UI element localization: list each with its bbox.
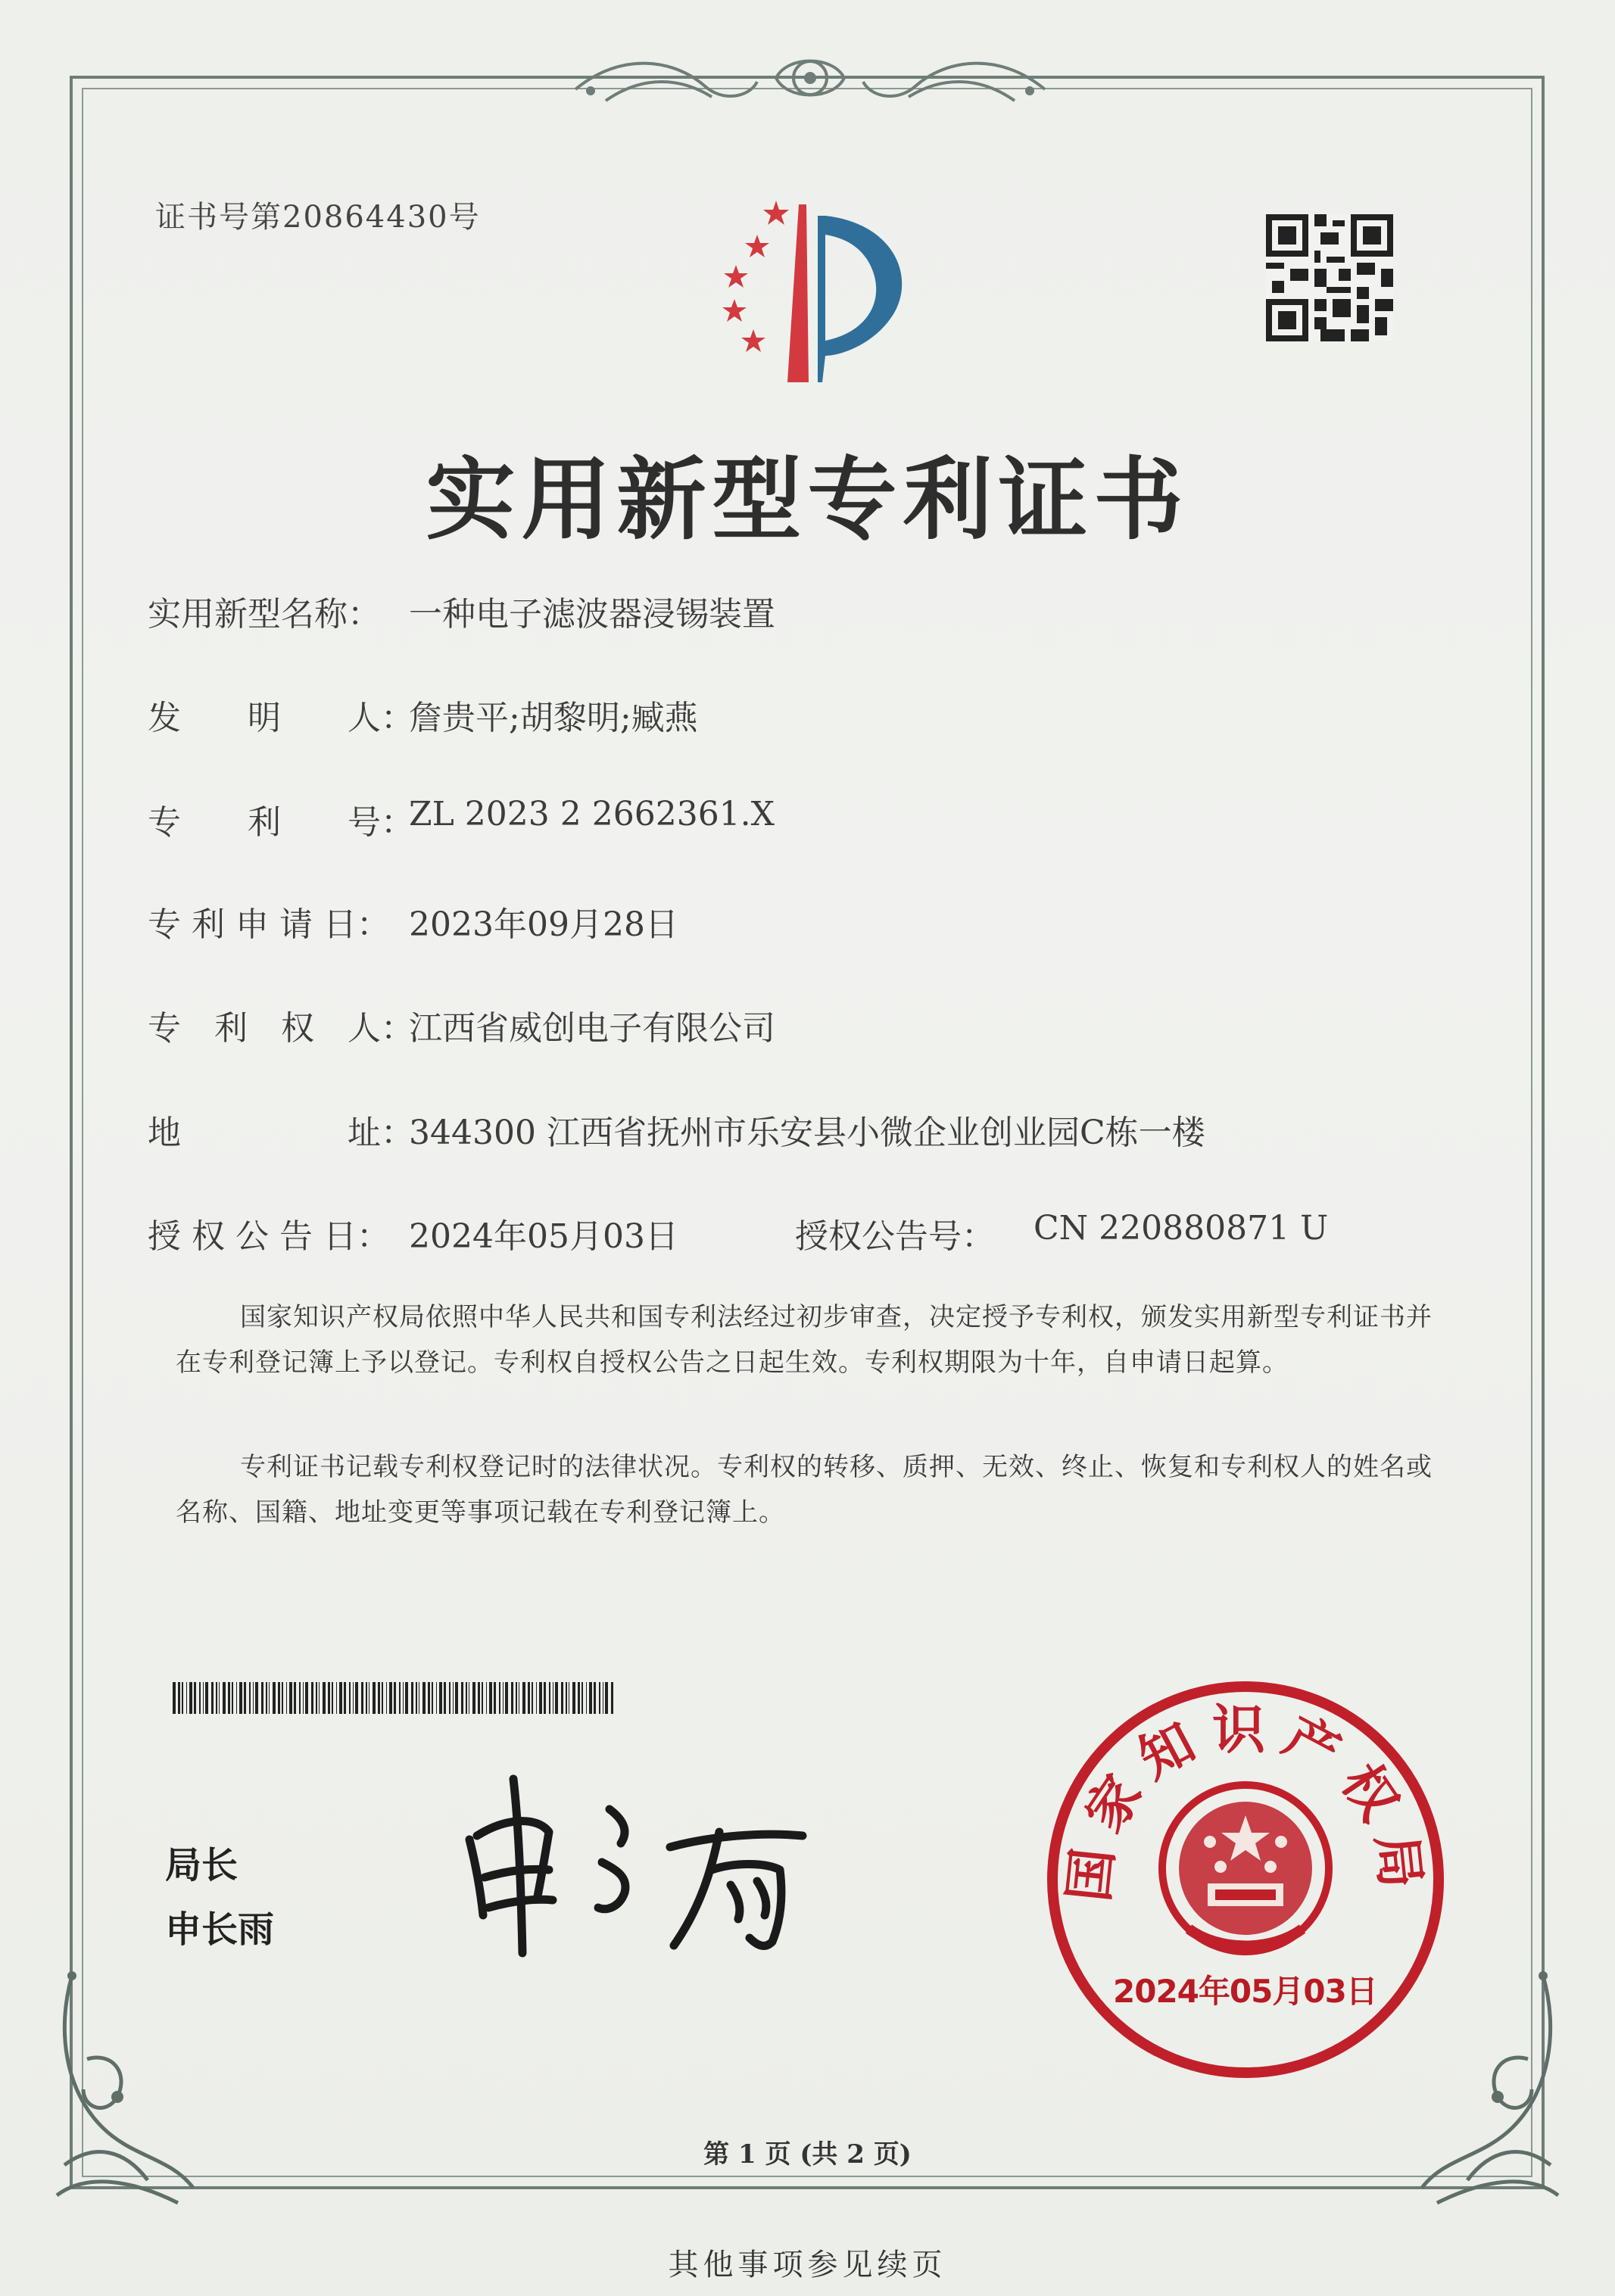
- field-patent-no-value: ZL 2023 2 2662361.X: [409, 795, 775, 833]
- director-title: 局长: [165, 1844, 239, 1886]
- bottom-left-ornament: [42, 1968, 208, 2210]
- body-paragraph-2: 专利证书记载专利权登记时的法律状况。专利权的转移、质押、无效、终止、恢复和专利权人的姓名或名称、国籍、地址变更等事项记载在专利登记簿上。: [176, 1452, 1433, 1528]
- footer-note: 其他事项参见续页: [668, 2248, 947, 2282]
- field-inventor-value: 詹贵平;胡黎明;臧燕: [409, 699, 698, 737]
- field-filing-date-value: 2023年09月28日: [409, 905, 678, 944]
- field-grant-date-value: 2024年05月03日: [409, 1217, 678, 1256]
- barcode: [173, 1682, 615, 1714]
- field-address-label: 地 址：: [148, 1114, 414, 1152]
- official-seal: [1045, 1679, 1446, 2080]
- field-patent-no-label: 专 利 号：: [148, 803, 414, 842]
- patent-office-logo: [674, 193, 946, 397]
- page-number: 第 1 页 (共 2 页): [703, 2139, 912, 2170]
- field-patentee-label: 专 利 权 人：: [148, 1009, 414, 1048]
- director-name: 申长雨: [165, 1908, 275, 1951]
- director-signature: [447, 1764, 840, 1961]
- field-inventor-label: 发 明 人：: [148, 699, 414, 737]
- field-grant-no-value: CN 220880871 U: [1034, 1209, 1329, 1248]
- qr-code: [1266, 214, 1393, 341]
- field-filing-date-label: 专 利 申 请 日：: [148, 905, 390, 944]
- certificate-title: 实用新型专利证书: [426, 447, 1189, 552]
- body-paragraph-1: 国家知识产权局依照中华人民共和国专利法经过初步审查，决定授予专利权，颁发实用新型专利证书并在专利登记簿上予以登记。专利权自授权公告之日起生效。专利权期限为十年，自申请日起算。: [176, 1302, 1433, 1378]
- field-address-value: 344300 江西省抚州市乐安县小微企业创业园C栋一楼: [409, 1114, 1205, 1152]
- certificate-number: 证书号第20864430号: [155, 200, 481, 235]
- field-name-label: 实用新型名称：: [148, 595, 381, 634]
- national-emblem: [1162, 1785, 1329, 1952]
- seal-text: 国家知识产权局: [1057, 1698, 1434, 1905]
- field-name-value: 一种电子滤波器浸锡装置: [409, 595, 775, 634]
- seal-date: 2024年05月03日: [1113, 1973, 1377, 2010]
- top-ornament: [560, 44, 1060, 120]
- field-patentee-value: 江西省威创电子有限公司: [409, 1009, 775, 1048]
- field-grant-no-label: 授权公告号：: [795, 1217, 995, 1256]
- field-grant-date-label: 授 权 公 告 日：: [148, 1217, 390, 1256]
